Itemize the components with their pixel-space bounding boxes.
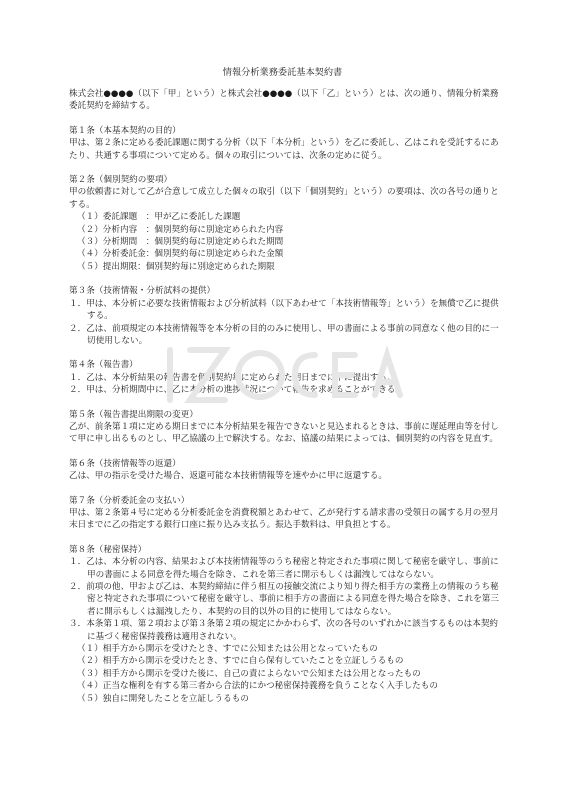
list-item: （３）相手方から開示を受けた後に、自己の責によらないで公知または公用となったもの: [77, 668, 421, 679]
article-8: [69, 544, 499, 705]
article-heading: 第１条（本基本契約の目的）: [69, 125, 181, 136]
article-text: 甲は、第２条第４号に定める分析委託金を消費税額とあわせて、乙が発行する請求書の受領日の属する月の翌月末日までに乙の指定する銀行口座に振り込み支払う。振込手数料は、甲負担とする。: [69, 507, 499, 531]
article-heading: 第５条（報告書提出期限の変更）: [69, 409, 198, 420]
list-item: （３）分析期間 ：個別契約毎に別途定められた期間: [77, 237, 284, 248]
article-4: [69, 359, 499, 396]
clause-item: ２．乙は、前項規定の本技術情報等を本分析の目的のみに使用し、甲の書面による事前の同意なく他の目的に一切使用しない。: [69, 323, 499, 346]
intro-paragraph: 株式会社●●●●（以下「甲」という）と株式会社●●●●（以下「乙」という）とは、次の通り、情報分析業務委託契約を締結する。: [69, 89, 499, 112]
list-item: （４）正当な権利を有する第三者から合法的にかつ秘密保持義務を負うことなく入手したもの: [77, 681, 438, 692]
list-item: （１）委託課題 ：甲が乙に委託した課題: [77, 212, 241, 223]
list-item: （２）相手方から開示を受けたとき、すでに自ら保有していたことを立証しうるもの: [77, 656, 404, 667]
article-text: 乙は、甲の指示を受けた場合、返還可能な本技術情報等を速やかに甲に返還する。: [69, 471, 387, 482]
list-item: （５）独自に開発したことを立証しうるもの: [77, 693, 249, 704]
article-heading: 第４条（報告書）: [69, 360, 138, 371]
clause-item: ３．本条第１項、第２項および第３条第２項の規定にかかわらず、次の各号のいずれかに該当するものは本契約に基づく秘密保持義務は適用されない。: [69, 619, 499, 642]
article-heading: 第２条（個別契約の要項）: [69, 175, 173, 186]
article-text: 乙が、前条第１項に定める期日までに本分析結果を報告できないと見込まれるときは、事前に遅延理由等を付して甲に申し出るものとし、甲乙協議の上で解決する。なお、協議の結果によっては、個別契約の内容を見直す。: [69, 421, 499, 445]
article-heading: 第７条（分析委託金の支払い）: [69, 495, 190, 506]
article-5: [69, 409, 499, 446]
clause-item: ２．甲は、分析期間中に、乙に本分析の進捗状況について報告を求めることができる。: [69, 385, 404, 396]
article-heading: 第３条（技術情報・分析試料の提供）: [69, 286, 216, 297]
article-2: [69, 174, 499, 273]
article-1: [69, 125, 499, 162]
clause-item: １．乙は、本分析結果の報告書を個別契約毎に定められた期日までに甲に提出する。: [69, 372, 396, 383]
article-3: [69, 285, 499, 347]
list-item: （５）提出期限：個別契約毎に別途定められた期限: [77, 261, 275, 272]
clause-item: ２．前項の他、甲および乙は、本契約締結に伴う相互の接触交流により知り得た相手方の業務上の情報のうち秘密と特定された事項について秘密を厳守し、事前に相手方の書面による同意を得た場合を除き、これを第三者に開示もしくは漏洩したり、本契約の目的以外の目的に使用してはならない。: [69, 582, 499, 617]
article-heading: 第８条（秘密保持）: [69, 544, 147, 555]
clause-item: １．乙は、本分析の内容、結果および本技術情報等のうち秘密と特定された事項に関して秘密を厳守し、事前に甲の書面による同意を得た場合を除き、これを第三者に開示もしくは漏洩してはならない。: [69, 557, 499, 580]
document-title: 情報分析業務委託基本契約書: [222, 67, 343, 78]
list-item: （２）分析内容 ：個別契約毎に別途定められた内容: [77, 224, 284, 235]
clause-item: １．甲は、本分析に必要な技術情報および分析試料（以下あわせて「本技術情報等」という）を無償で乙に提供する。: [69, 298, 499, 322]
article-text: 甲の依頼書に対して乙が合意して成立した個々の取引（以下「個別契約」という）の要項は、次の各号の通りとする。: [69, 187, 499, 210]
article-7: [69, 495, 499, 532]
article-heading: 第６条（技術情報等の返還）: [69, 458, 181, 469]
article-text: 甲は、第２条に定める委託課題に関する分析（以下「本分析」という）を乙に委託し、乙はこれを受託するにあたり、共通する事項について定める。個々の取引については、次条の定めに従う。: [69, 138, 499, 161]
list-item: （１）相手方から開示を受けたとき、すでに公知または公用となっていたもの: [77, 644, 378, 655]
document-body: [69, 88, 499, 717]
article-6: [69, 458, 499, 483]
list-item: （４）分析委託金：個別契約毎に別途定められた金額: [77, 249, 284, 260]
